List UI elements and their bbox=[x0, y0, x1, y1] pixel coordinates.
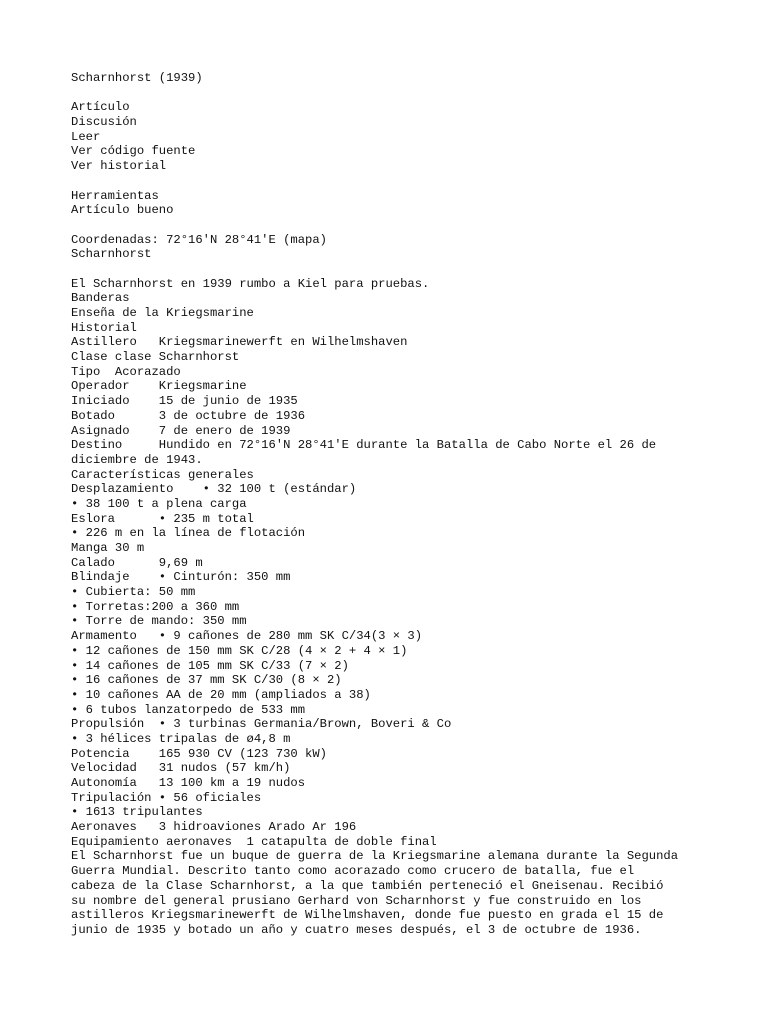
infobox-line: Asignado 7 de enero de 1939 bbox=[71, 423, 291, 438]
body-line: junio de 1935 y botado un año y cuatro meses después, el 3 de octubre de 1936. bbox=[71, 922, 642, 937]
tools-label[interactable]: Herramientas bbox=[71, 188, 159, 203]
infobox-line: Potencia 165 930 CV (123 730 kW) bbox=[71, 746, 327, 761]
infobox-line: Clase clase Scharnhorst bbox=[71, 350, 240, 365]
good-article-label: Artículo bueno bbox=[71, 203, 174, 218]
infobox-line: • 14 cañones de 105 mm SK C/33 (7 × 2) bbox=[71, 658, 349, 673]
menu-item-discussion[interactable]: Discusión bbox=[71, 115, 137, 130]
infobox-line: Manga 30 m bbox=[71, 541, 145, 555]
tools-section bbox=[71, 189, 711, 218]
body-line: cabeza de la Clase Scharnhorst, a la que también perteneció el Gneisenau. Recibió bbox=[71, 878, 664, 893]
infobox-line: • 12 cañones de 150 mm SK C/28 (4 × 2 + 4 × 1) bbox=[71, 643, 408, 658]
body-line: El Scharnhorst fue un buque de guerra de la Kriegsmarine alemana durante la Segunda bbox=[71, 849, 679, 864]
infobox-line: • 1613 tripulantes bbox=[71, 805, 203, 820]
menu-item-article[interactable]: Artículo bbox=[71, 100, 130, 115]
infobox-line: Operador Kriegsmarine bbox=[71, 379, 247, 394]
infobox-line: • 10 cañones AA de 20 mm (ampliados a 38) bbox=[71, 687, 371, 702]
page-menu bbox=[71, 100, 711, 173]
infobox-line: Enseña de la Kriegsmarine bbox=[71, 306, 254, 320]
infobox-line: Banderas bbox=[71, 291, 130, 306]
spacer bbox=[71, 218, 711, 233]
infobox-line: Blindaje • Cinturón: 350 mm bbox=[71, 570, 291, 585]
infobox-line: Características generales bbox=[71, 467, 254, 482]
menu-item-view-history[interactable]: Ver historial bbox=[71, 159, 167, 174]
infobox-line: • 226 m en la línea de flotación bbox=[71, 526, 306, 541]
infobox-line: • Torre de mando: 350 mm bbox=[71, 614, 247, 629]
infobox-line: Armamento • 9 cañones de 280 mm SK C/34(3 × 3) bbox=[71, 629, 423, 644]
infobox-line: • Torretas:200 a 360 mm bbox=[71, 599, 240, 614]
infobox-line: • 38 100 t a plena carga bbox=[71, 496, 247, 511]
infobox-line: Historial bbox=[71, 320, 137, 335]
infobox-line: Botado 3 de octubre de 1936 bbox=[71, 408, 306, 423]
infobox-line: El Scharnhorst en 1939 rumbo a Kiel para pruebas. bbox=[71, 276, 430, 291]
coordinates-line[interactable]: Coordenadas: 72°16′N 28°41′E (mapa) bbox=[71, 232, 327, 247]
menu-item-read[interactable]: Leer bbox=[71, 129, 101, 144]
infobox-line: Aeronaves 3 hidroaviones Arado Ar 196 bbox=[71, 820, 357, 835]
infobox bbox=[71, 277, 711, 850]
infobox-line: Destino Hundido en 72°16′N 28°41′E durante la Batalla de Cabo Norte el 26 de bbox=[71, 438, 657, 453]
menu-item-view-source[interactable]: Ver código fuente bbox=[71, 144, 196, 159]
infobox-line: Calado 9,69 m bbox=[71, 555, 203, 570]
infobox-line: • 6 tubos lanzatorpedo de 533 mm bbox=[71, 702, 306, 717]
page-title: Scharnhorst (1939) bbox=[71, 71, 203, 85]
infobox-line: Tripulación • 56 oficiales bbox=[71, 790, 262, 805]
body-line: su nombre del general prusiano Gerhard von Scharnhorst y fue construido en los bbox=[71, 893, 642, 908]
spacer bbox=[71, 86, 711, 101]
infobox-line: Tipo Acorazado bbox=[71, 364, 181, 379]
infobox-line: Eslora • 235 m total bbox=[71, 511, 254, 526]
spacer bbox=[71, 174, 711, 189]
infobox-line: Equipamiento aeronaves 1 catapulta de doble final bbox=[71, 834, 437, 849]
infobox-line: Propulsión • 3 turbinas Germania/Brown, Boveri & Co bbox=[71, 717, 452, 732]
infobox-line: Astillero Kriegsmarinewerft en Wilhelmshaven bbox=[71, 335, 408, 350]
body-line: Guerra Mundial. Descrito tanto como acorazado como crucero de batalla, fue el bbox=[71, 864, 635, 879]
infobox-ship-name: Scharnhorst bbox=[71, 247, 152, 262]
infobox-line: Iniciado 15 de junio de 1935 bbox=[71, 394, 298, 409]
infobox-line: • 16 cañones de 37 mm SK C/30 (8 × 2) bbox=[71, 673, 342, 688]
infobox-line: • 3 hélices tripalas de ø4,8 m bbox=[71, 731, 291, 746]
body-line: astilleros Kriegsmarinewerft de Wilhelmshaven, donde fue puesto en grada el 15 de bbox=[71, 908, 664, 923]
infobox-line: Velocidad 31 nudos (57 km/h) bbox=[71, 761, 291, 776]
document-page bbox=[71, 71, 711, 938]
infobox-line: Desplazamiento • 32 100 t (estándar) bbox=[71, 482, 357, 497]
infobox-line: diciembre de 1943. bbox=[71, 452, 203, 467]
infobox-line: • Cubierta: 50 mm bbox=[71, 585, 196, 600]
infobox-line: Autonomía 13 100 km a 19 nudos bbox=[71, 776, 306, 790]
coordinates-section bbox=[71, 233, 711, 262]
article-body bbox=[71, 849, 711, 937]
spacer bbox=[71, 262, 711, 277]
